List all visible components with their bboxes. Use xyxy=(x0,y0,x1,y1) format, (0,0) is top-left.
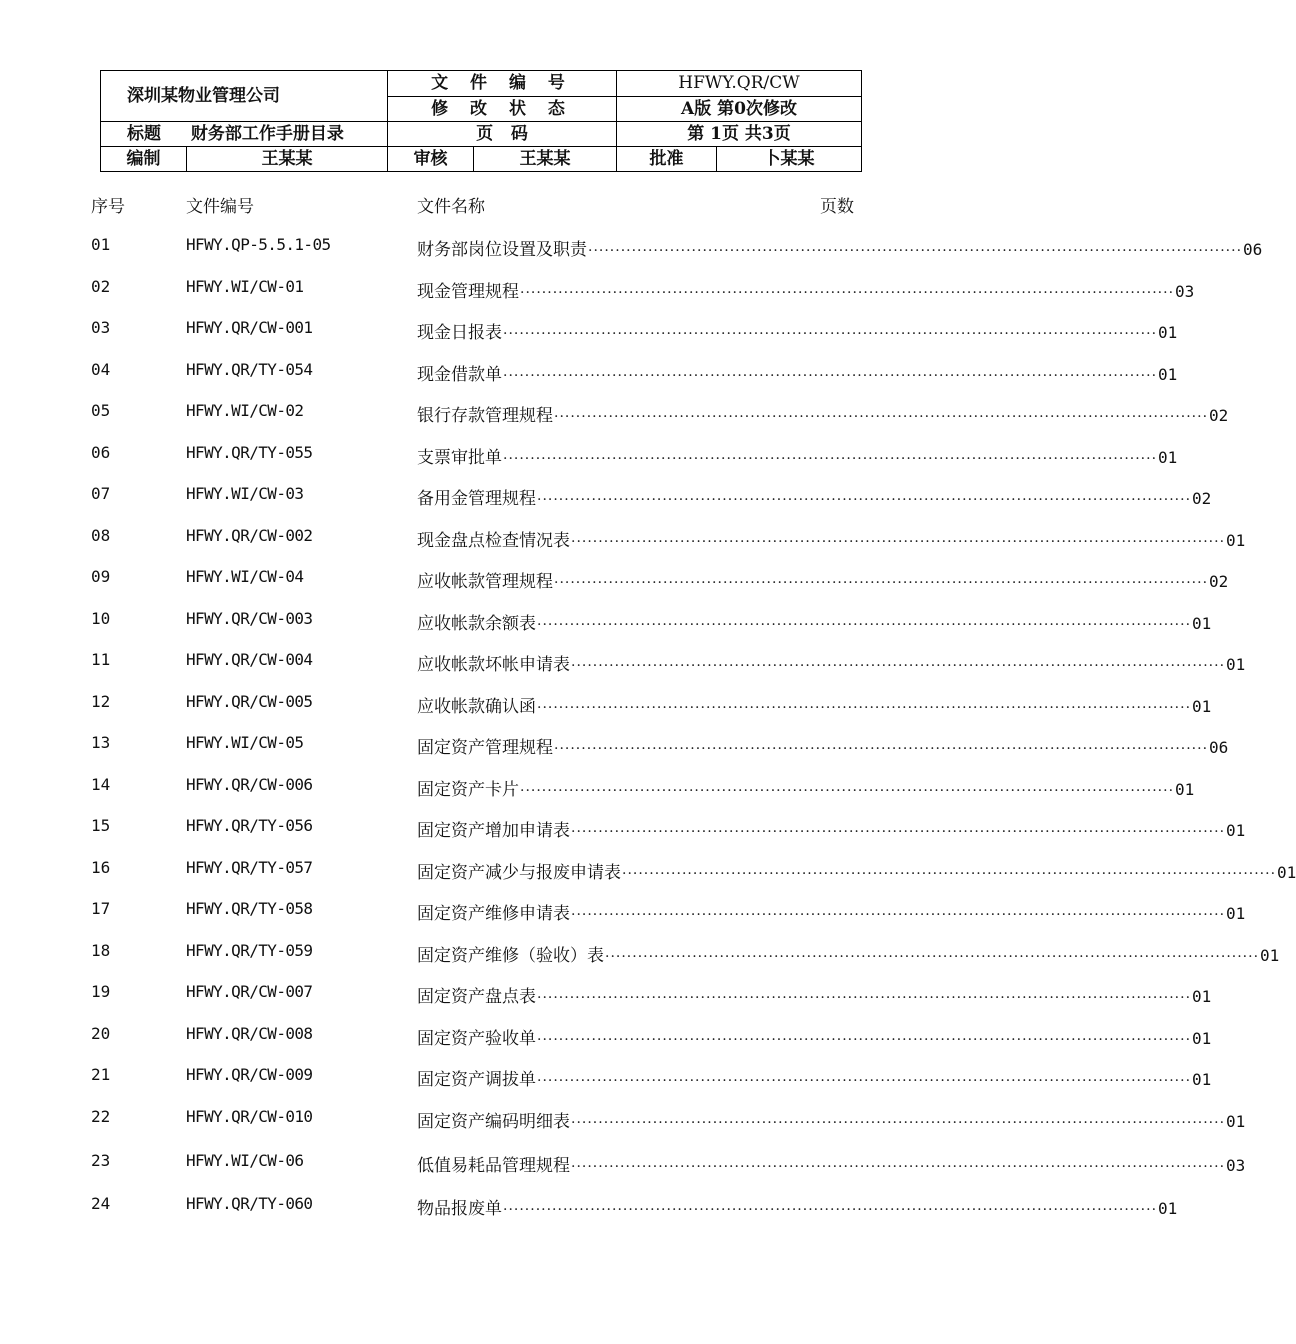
dot-leader: ························································································································ xyxy=(520,285,1175,301)
toc-row xyxy=(0,443,1178,469)
row-code: HFWY.QR/CW-010 xyxy=(186,1107,313,1126)
prepared-label: 编制 xyxy=(101,147,187,172)
title-label: 标题 xyxy=(127,124,161,144)
dot-leader: ························································································································ xyxy=(537,1073,1192,1089)
row-name-line xyxy=(417,443,1178,468)
toc-row xyxy=(0,235,1263,261)
toc-row xyxy=(0,526,1246,552)
row-seq: 19 xyxy=(91,982,111,1001)
row-pages: 01 xyxy=(1226,904,1246,923)
dot-leader: ························································································································ xyxy=(605,949,1260,965)
row-name-line xyxy=(417,816,1246,841)
row-seq: 22 xyxy=(91,1107,111,1126)
row-code: HFWY.QR/CW-002 xyxy=(186,526,313,545)
row-seq: 01 xyxy=(91,235,111,254)
row-name-line xyxy=(417,484,1212,509)
row-name: 现金借款单 xyxy=(417,365,502,385)
row-name: 固定资产减少与报废申请表 xyxy=(417,863,621,883)
row-seq: 24 xyxy=(91,1194,111,1213)
row-code: HFWY.QR/CW-008 xyxy=(186,1024,313,1043)
row-name: 支票审批单 xyxy=(417,448,502,468)
row-name: 低值易耗品管理规程 xyxy=(417,1156,570,1176)
reviewed-label: 审核 xyxy=(388,147,474,172)
row-seq: 13 xyxy=(91,733,111,752)
dot-leader: ························································································································ xyxy=(571,1115,1226,1131)
row-name-line xyxy=(417,318,1178,343)
row-pages: 01 xyxy=(1277,863,1296,882)
row-seq: 23 xyxy=(91,1151,111,1170)
row-seq: 09 xyxy=(91,567,111,586)
row-seq: 18 xyxy=(91,941,111,960)
row-code: HFWY.QR/TY-058 xyxy=(186,899,313,918)
row-name-line xyxy=(417,526,1246,551)
row-name: 固定资产调拔单 xyxy=(417,1070,536,1090)
row-name-line xyxy=(417,899,1246,924)
row-name: 银行存款管理规程 xyxy=(417,406,553,426)
column-header-name: 文件名称 xyxy=(417,197,485,217)
row-pages: 01 xyxy=(1226,821,1246,840)
dot-leader: ························································································································ xyxy=(537,492,1192,508)
dot-leader: ························································································································ xyxy=(571,534,1226,550)
row-name: 固定资产管理规程 xyxy=(417,738,553,758)
row-code: HFWY.QR/CW-001 xyxy=(186,318,313,337)
row-name: 固定资产维修（验收）表 xyxy=(417,946,604,966)
document-header-table xyxy=(100,70,862,172)
company-name: 深圳某物业管理公司 xyxy=(101,71,388,122)
row-name: 应收帐款坏帐申请表 xyxy=(417,655,570,675)
toc-row xyxy=(0,401,1229,427)
toc-row xyxy=(0,484,1212,510)
toc-row xyxy=(0,982,1212,1008)
row-name: 固定资产验收单 xyxy=(417,1029,536,1049)
doc-number-value: HFWY.QR/CW xyxy=(617,71,862,97)
toc-row xyxy=(0,1107,1246,1133)
row-code: HFWY.QR/CW-006 xyxy=(186,775,313,794)
toc-row xyxy=(0,1194,1178,1220)
dot-leader: ························································································································ xyxy=(622,866,1277,882)
row-seq: 02 xyxy=(91,277,111,296)
row-pages: 02 xyxy=(1209,572,1229,591)
row-seq: 08 xyxy=(91,526,111,545)
row-name-line xyxy=(417,609,1212,634)
toc-row xyxy=(0,941,1280,967)
row-pages: 01 xyxy=(1175,780,1195,799)
prepared-value: 王某某 xyxy=(187,147,388,172)
row-pages: 01 xyxy=(1192,1029,1212,1048)
dot-leader: ························································································································ xyxy=(571,907,1226,923)
row-pages: 01 xyxy=(1192,614,1212,633)
row-seq: 05 xyxy=(91,401,111,420)
row-name-line xyxy=(417,401,1229,426)
row-pages: 06 xyxy=(1209,738,1229,757)
dot-leader: ························································································································ xyxy=(537,617,1192,633)
row-code: HFWY.QR/TY-059 xyxy=(186,941,313,960)
row-name: 固定资产增加申请表 xyxy=(417,821,570,841)
row-name-line xyxy=(417,775,1195,800)
row-code: HFWY.QR/CW-004 xyxy=(186,650,313,669)
row-name-line xyxy=(417,733,1229,758)
row-code: HFWY.QR/TY-055 xyxy=(186,443,313,462)
row-pages: 01 xyxy=(1192,1070,1212,1089)
row-seq: 14 xyxy=(91,775,111,794)
dot-leader: ························································································································ xyxy=(537,1032,1192,1048)
row-pages: 01 xyxy=(1226,1112,1246,1131)
row-seq: 11 xyxy=(91,650,111,669)
toc-row xyxy=(0,650,1246,676)
toc-row xyxy=(0,816,1246,842)
row-name: 现金管理规程 xyxy=(417,282,519,302)
toc-row xyxy=(0,1151,1246,1177)
row-seq: 03 xyxy=(91,318,111,337)
row-name-line xyxy=(417,1194,1178,1219)
toc-row xyxy=(0,1024,1212,1050)
title-value: 财务部工作手册目录 xyxy=(190,124,344,144)
dot-leader: ························································································································ xyxy=(503,368,1158,384)
row-pages: 02 xyxy=(1209,406,1229,425)
row-code: HFWY.WI/CW-04 xyxy=(186,567,304,586)
row-name-line xyxy=(417,1151,1246,1176)
row-code: HFWY.WI/CW-02 xyxy=(186,401,304,420)
row-name-line xyxy=(417,692,1212,717)
toc-row xyxy=(0,609,1212,635)
row-pages: 01 xyxy=(1192,987,1212,1006)
dot-leader: ························································································································ xyxy=(503,451,1158,467)
row-code: HFWY.QP-5.5.1-05 xyxy=(186,235,331,254)
column-header-pages: 页数 xyxy=(820,197,854,217)
row-pages: 03 xyxy=(1226,1156,1246,1175)
toc-row xyxy=(0,899,1246,925)
dot-leader: ························································································································ xyxy=(588,243,1243,259)
toc-row xyxy=(0,277,1195,303)
row-name: 现金盘点检查情况表 xyxy=(417,531,570,551)
row-code: HFWY.WI/CW-06 xyxy=(186,1151,304,1170)
row-name: 固定资产盘点表 xyxy=(417,987,536,1007)
row-code: HFWY.QR/CW-009 xyxy=(186,1065,313,1084)
row-name: 固定资产维修申请表 xyxy=(417,904,570,924)
row-name: 固定资产卡片 xyxy=(417,780,519,800)
row-name-line xyxy=(417,567,1229,592)
row-code: HFWY.WI/CW-03 xyxy=(186,484,304,503)
row-name-line xyxy=(417,1065,1212,1090)
row-name: 现金日报表 xyxy=(417,323,502,343)
row-name-line xyxy=(417,360,1178,385)
row-pages: 01 xyxy=(1158,448,1178,467)
row-seq: 07 xyxy=(91,484,111,503)
row-code: HFWY.WI/CW-01 xyxy=(186,277,304,296)
row-pages: 01 xyxy=(1158,365,1178,384)
dot-leader: ························································································································ xyxy=(503,1202,1158,1218)
dot-leader: ························································································································ xyxy=(554,575,1209,591)
column-headers xyxy=(0,192,950,216)
row-pages: 01 xyxy=(1192,697,1212,716)
column-header-code: 文件编号 xyxy=(186,197,254,217)
dot-leader: ························································································································ xyxy=(520,783,1175,799)
row-pages: 01 xyxy=(1158,1199,1178,1218)
toc-row xyxy=(0,775,1195,801)
row-name: 财务部岗位设置及职责 xyxy=(417,240,587,260)
page-label: 页 码 xyxy=(388,122,617,147)
row-pages: 03 xyxy=(1175,282,1195,301)
row-name-line xyxy=(417,235,1263,260)
row-name: 备用金管理规程 xyxy=(417,489,536,509)
dot-leader: ························································································································ xyxy=(554,741,1209,757)
row-seq: 17 xyxy=(91,899,111,918)
revision-value: A版 第0次修改 xyxy=(617,96,862,122)
row-name-line xyxy=(417,277,1195,302)
row-name-line xyxy=(417,1107,1246,1132)
row-seq: 15 xyxy=(91,816,111,835)
title-cell xyxy=(101,122,388,147)
row-name: 应收帐款管理规程 xyxy=(417,572,553,592)
dot-leader: ························································································································ xyxy=(571,824,1226,840)
toc-row xyxy=(0,692,1212,718)
row-pages: 01 xyxy=(1226,531,1246,550)
approved-value: 卜某某 xyxy=(717,147,862,172)
toc-row xyxy=(0,567,1229,593)
row-pages: 01 xyxy=(1260,946,1280,965)
row-name: 应收帐款确认函 xyxy=(417,697,536,717)
column-header-seq: 序号 xyxy=(91,197,125,217)
row-pages: 01 xyxy=(1226,655,1246,674)
toc-row xyxy=(0,1065,1212,1091)
row-code: HFWY.WI/CW-05 xyxy=(186,733,304,752)
page-value: 第 1页 共3页 xyxy=(617,122,862,147)
row-name: 应收帐款余额表 xyxy=(417,614,536,634)
row-seq: 21 xyxy=(91,1065,111,1084)
row-code: HFWY.QR/TY-060 xyxy=(186,1194,313,1213)
toc-row xyxy=(0,733,1229,759)
row-code: HFWY.QR/CW-007 xyxy=(186,982,313,1001)
dot-leader: ························································································································ xyxy=(571,1159,1226,1175)
row-name-line xyxy=(417,1024,1212,1049)
dot-leader: ························································································································ xyxy=(537,700,1192,716)
reviewed-value: 王某某 xyxy=(474,147,617,172)
row-seq: 10 xyxy=(91,609,111,628)
dot-leader: ························································································································ xyxy=(537,990,1192,1006)
row-name: 固定资产编码明细表 xyxy=(417,1112,570,1132)
row-code: HFWY.QR/TY-054 xyxy=(186,360,313,379)
row-pages: 02 xyxy=(1192,489,1212,508)
revision-label: 修 改 状 态 xyxy=(388,96,617,122)
row-pages: 06 xyxy=(1243,240,1263,259)
row-pages: 01 xyxy=(1158,323,1178,342)
row-code: HFWY.QR/CW-003 xyxy=(186,609,313,628)
dot-leader: ························································································································ xyxy=(554,409,1209,425)
row-name-line xyxy=(417,982,1212,1007)
doc-number-label: 文 件 编 号 xyxy=(388,71,617,97)
toc-row xyxy=(0,360,1178,386)
row-name-line xyxy=(417,650,1246,675)
row-seq: 16 xyxy=(91,858,111,877)
row-name-line xyxy=(417,858,1296,883)
row-name-line xyxy=(417,941,1280,966)
toc-row xyxy=(0,318,1178,344)
dot-leader: ························································································································ xyxy=(571,658,1226,674)
row-name: 物品报废单 xyxy=(417,1199,502,1219)
approved-label: 批准 xyxy=(617,147,717,172)
row-code: HFWY.QR/CW-005 xyxy=(186,692,313,711)
row-seq: 12 xyxy=(91,692,111,711)
row-seq: 04 xyxy=(91,360,111,379)
row-code: HFWY.QR/TY-056 xyxy=(186,816,313,835)
dot-leader: ························································································································ xyxy=(503,326,1158,342)
row-code: HFWY.QR/TY-057 xyxy=(186,858,313,877)
row-seq: 20 xyxy=(91,1024,111,1043)
row-seq: 06 xyxy=(91,443,111,462)
toc-row xyxy=(0,858,1296,884)
